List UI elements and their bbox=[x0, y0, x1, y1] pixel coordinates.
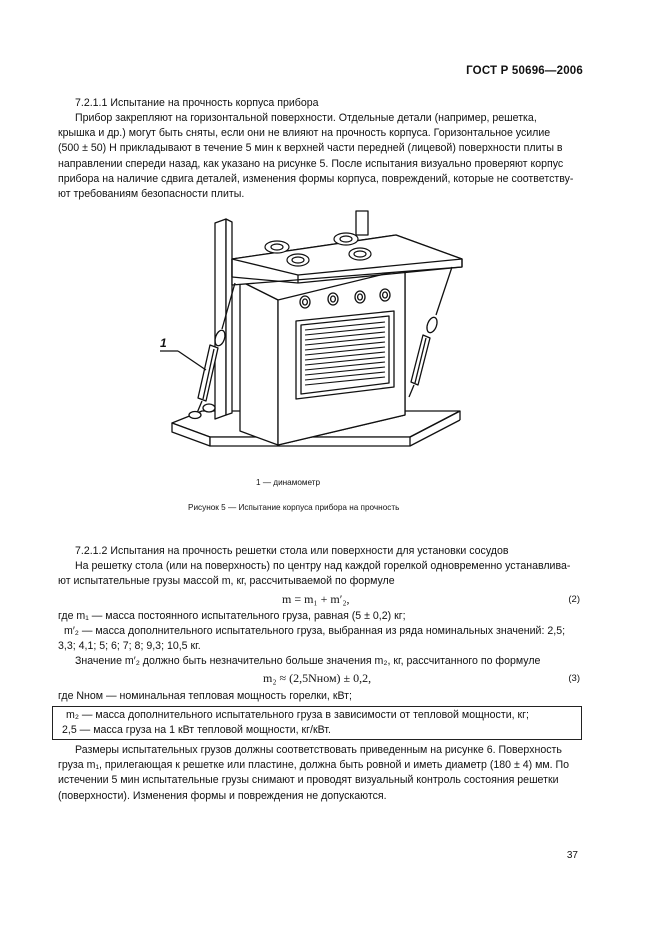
where-m1-line: где m₁ — масса постоянного испытательного груза, равная (5 ± 0,2) кг; bbox=[58, 610, 406, 622]
section-heading-7-2-1-2: 7.2.1.2 Испытания на прочность решетки стола или поверхности для установки сосудов bbox=[75, 545, 509, 557]
final-paragraph bbox=[58, 743, 581, 804]
paragraph-line: (500 ± 50) Н прикладывают в течение 5 мин к верхней части передней (лицевой) поверхности плиты в bbox=[58, 142, 563, 155]
where-m2-line: m′₂ — масса дополнительного испытательного груза, выбранная из ряда номинальных значений: 2,5; bbox=[64, 625, 566, 637]
left-post bbox=[215, 219, 232, 419]
paragraph-line: ют требованиям безопасности плиты. bbox=[58, 188, 245, 201]
where-values-line: 3,3; 4,1; 5; 6; 7; 8; 9,3; 10,5 кг. bbox=[58, 640, 201, 652]
paragraph-line: груза m₁, прилегающая к решетке или пластине, должна быть ровной и иметь диаметр (180 ± 4) мм. По bbox=[58, 759, 570, 772]
figure-callout-number: 1 bbox=[160, 336, 167, 350]
figure-legend: 1 — динамометр bbox=[256, 478, 321, 487]
section-paragraph-7-2-1-1 bbox=[58, 111, 581, 202]
formula-2: m = m₁ + m′₂, bbox=[282, 592, 350, 606]
formula-2-number: (2) bbox=[568, 594, 580, 605]
box-line-m2: m₂ — масса дополнительного испытательного груза в зависимости от тепловой мощности, кг; bbox=[66, 709, 529, 721]
nnom-definition-line: где Nном — номинальная тепловая мощность горелки, кВт; bbox=[58, 690, 352, 702]
paragraph-line: На решетку стола (или на поверхность) по центру над каждой горелкой одновременно устанавлива- bbox=[75, 560, 571, 572]
formula-3-number: (3) bbox=[568, 673, 580, 684]
right-dynamometer bbox=[409, 267, 452, 397]
section-heading-7-2-1-1: 7.2.1.1 Испытание на прочность корпуса прибора bbox=[75, 97, 319, 109]
definition-box bbox=[52, 706, 582, 740]
formula-3: m₂ ≈ (2,5Nном) ± 0,2, bbox=[263, 671, 372, 685]
right-post bbox=[356, 211, 368, 235]
section-intro-7-2-1-2 bbox=[58, 559, 581, 589]
paragraph-line: Размеры испытательных грузов должны соответствовать приведенным на рисунке 6. Поверхность bbox=[75, 744, 562, 756]
paragraph-line: Прибор закрепляют на горизонтальной поверхности. Отдельные детали (например, решетка, bbox=[75, 112, 537, 124]
paragraph-line: крышка и др.) могут быть сняты, если они не влияют на прочность корпуса. Горизонтальное усилие bbox=[58, 127, 551, 140]
oven-grille bbox=[296, 311, 394, 399]
paragraph-line: (поверхности). Изменения формы и повреждения не допускаются. bbox=[58, 789, 387, 802]
callout-leader bbox=[160, 351, 206, 370]
figure-caption: Рисунок 5 — Испытание корпуса прибора на прочность bbox=[188, 503, 400, 512]
paragraph-line: истечении 5 мин испытательные грузы снимают и проводят визуальный контроль состояния решетки bbox=[58, 774, 559, 787]
paragraph-line: ют испытательные грузы массой m, кг, рассчитываемой по формуле bbox=[58, 575, 395, 588]
page-number: 37 bbox=[566, 850, 578, 861]
value-note-line: Значение m′₂ должно быть незначительно больше значения m₂, кг, рассчитанного по формуле bbox=[75, 655, 541, 667]
document-header: ГОСТ Р 50696—2006 bbox=[466, 65, 583, 77]
paragraph-line: прибора на наличие сдвига деталей, изменения формы корпуса, повреждений, которые не соответству- bbox=[58, 172, 574, 185]
box-line-2-5: 2,5 — масса груза на 1 кВт тепловой мощности, кг/кВт. bbox=[62, 724, 331, 736]
stove-test-figure bbox=[160, 205, 470, 475]
paragraph-line: направлении спереди назад, как указано на рисунке 5. После испытания визуально проверяют корпус bbox=[58, 157, 564, 170]
